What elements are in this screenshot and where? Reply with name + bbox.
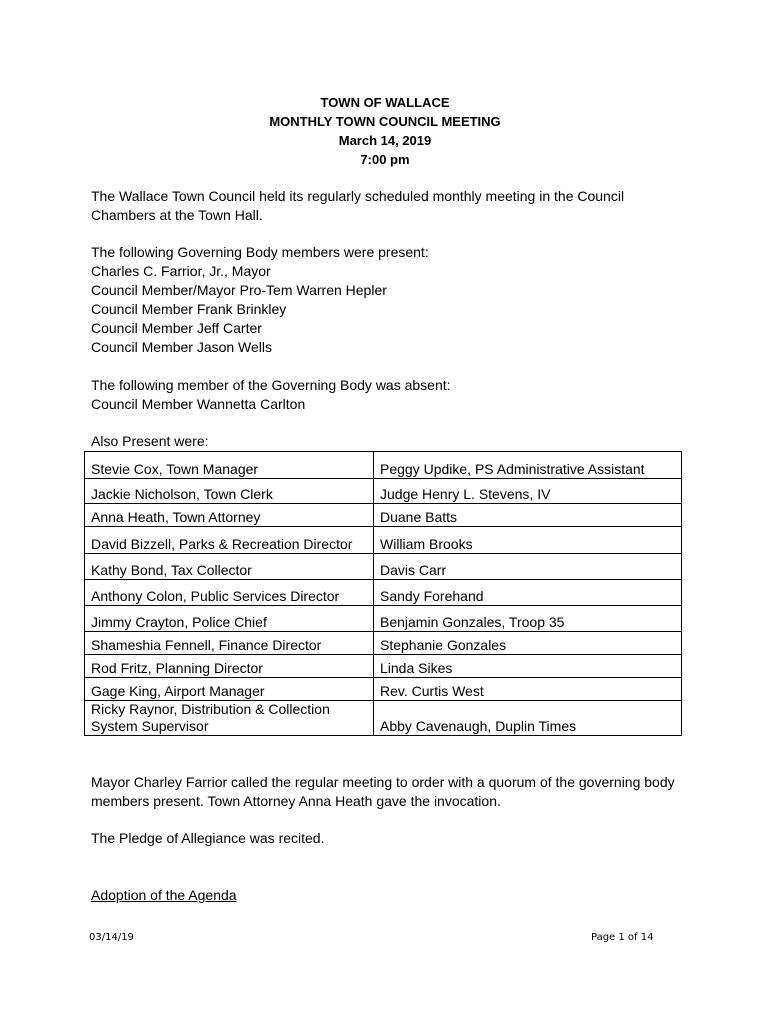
table-row: [85, 606, 682, 632]
table-cell: Sandy Forehand: [374, 580, 682, 606]
table-row: [85, 504, 682, 527]
present-heading: The following Governing Body members were present:: [91, 244, 429, 260]
present-member: Council Member Jason Wells: [91, 339, 273, 355]
table-cell: Judge Henry L. Stevens, IV: [374, 479, 682, 504]
also-present-heading: Also Present were:: [91, 433, 209, 449]
table-cell: Davis Carr: [374, 554, 682, 580]
section-heading-adoption-of-agenda: Adoption of the Agenda: [91, 887, 237, 903]
intro-line: Chambers at the Town Hall.: [91, 207, 263, 223]
table-cell: Jackie Nicholson, Town Clerk: [85, 479, 374, 504]
footer-date: 03/14/19: [89, 932, 134, 943]
absent-members-section: [91, 376, 691, 414]
table-row: [85, 527, 682, 554]
meeting-time: 7:00 pm: [360, 152, 410, 167]
call-to-order-paragraph: [91, 773, 711, 811]
absent-heading: The following member of the Governing Body was absent:: [91, 377, 451, 393]
table-cell-line: System Supervisor: [91, 718, 209, 734]
table-row: [85, 655, 682, 678]
table-cell-line: Ricky Raynor, Distribution & Collection: [91, 701, 330, 717]
table-row: [85, 632, 682, 655]
table-cell: Anna Heath, Town Attorney: [85, 504, 374, 527]
table-cell: Peggy Updike, PS Administrative Assistant: [374, 452, 682, 479]
town-name: TOWN OF WALLACE: [320, 95, 450, 110]
intro-line: The Wallace Town Council held its regularly scheduled monthly meeting in the Council: [91, 188, 625, 204]
table-cell: Linda Sikes: [374, 655, 682, 678]
table-row: [85, 452, 682, 479]
table-cell: William Brooks: [374, 527, 682, 554]
table-row: [85, 554, 682, 580]
table-row: [85, 678, 682, 701]
meeting-title: MONTHLY TOWN COUNCIL MEETING: [269, 114, 501, 129]
footer-page-number: Page 1 of 14: [591, 932, 654, 943]
call-to-order-line: members present. Town Attorney Anna Heath gave the invocation.: [91, 793, 501, 809]
table-cell: Shameshia Fennell, Finance Director: [85, 632, 374, 655]
document-header: [0, 93, 770, 169]
table-cell: Gage King, Airport Manager: [85, 678, 374, 701]
table-row: [85, 580, 682, 606]
table-cell: Benjamin Gonzales, Troop 35: [374, 606, 682, 632]
intro-paragraph: [91, 187, 691, 225]
present-member: Council Member/Mayor Pro-Tem Warren Hepler: [91, 282, 387, 298]
table-cell: Jimmy Crayton, Police Chief: [85, 606, 374, 632]
present-members-section: [91, 243, 691, 357]
table-row: [85, 701, 682, 736]
table-row: [85, 479, 682, 504]
table-cell: Rev. Curtis West: [374, 678, 682, 701]
table-cell: [85, 701, 374, 736]
present-member: Council Member Frank Brinkley: [91, 301, 287, 317]
table-cell: Anthony Colon, Public Services Director: [85, 580, 374, 606]
pledge-paragraph: The Pledge of Allegiance was recited.: [91, 830, 325, 846]
table-cell: Duane Batts: [374, 504, 682, 527]
also-present-table: [84, 451, 682, 736]
absent-member: Council Member Wannetta Carlton: [91, 396, 306, 412]
table-cell: Abby Cavenaugh, Duplin Times: [374, 701, 682, 736]
call-to-order-line: Mayor Charley Farrior called the regular meeting to order with a quorum of the governing body: [91, 774, 675, 790]
table-cell: Rod Fritz, Planning Director: [85, 655, 374, 678]
table-cell: Kathy Bond, Tax Collector: [85, 554, 374, 580]
present-member: Charles C. Farrior, Jr., Mayor: [91, 263, 271, 279]
table-cell: David Bizzell, Parks & Recreation Director: [85, 527, 374, 554]
table-cell: Stephanie Gonzales: [374, 632, 682, 655]
table-cell: Stevie Cox, Town Manager: [85, 452, 374, 479]
meeting-date: March 14, 2019: [338, 133, 432, 148]
present-member: Council Member Jeff Carter: [91, 320, 262, 336]
